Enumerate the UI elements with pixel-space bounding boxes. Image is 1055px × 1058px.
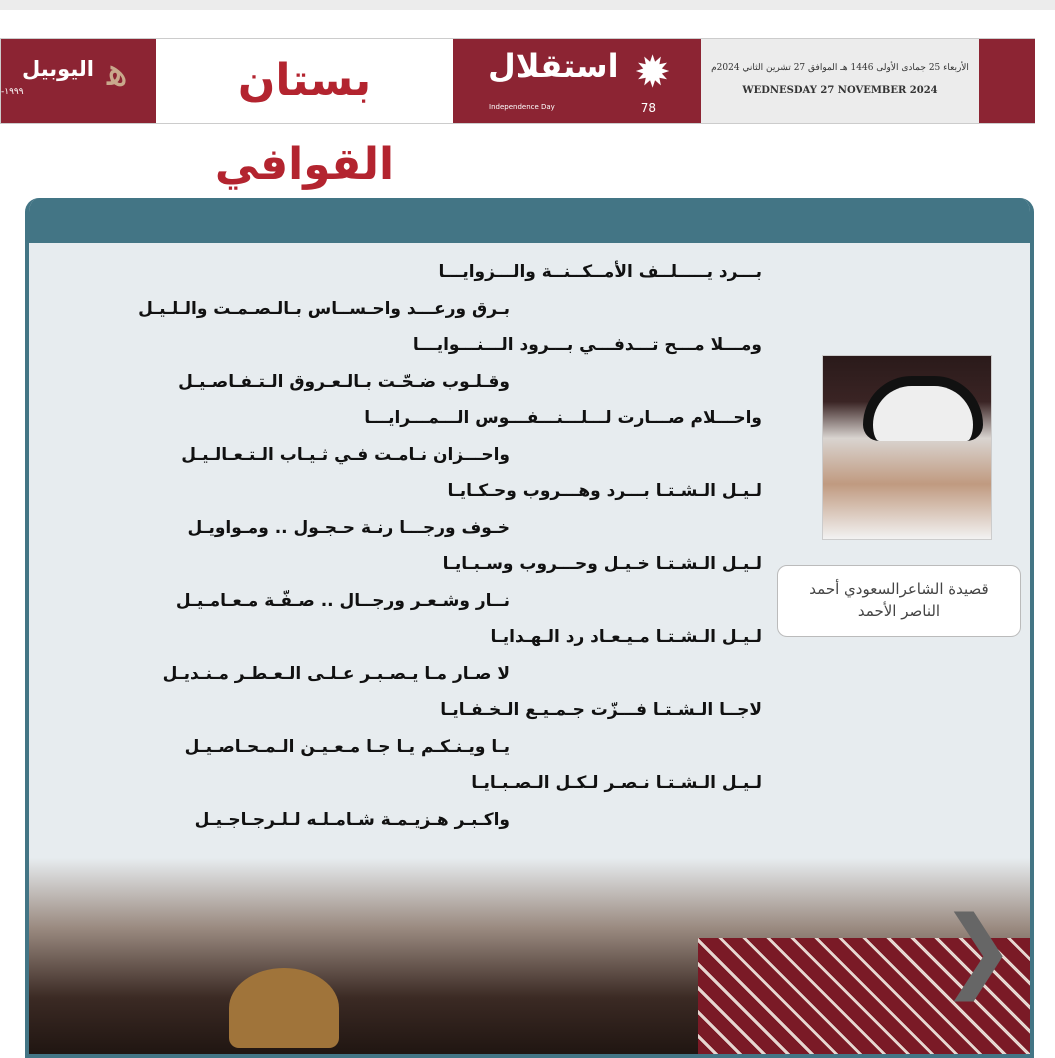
date-english: WEDNESDAY 27 NOVEMBER 2024 (742, 85, 938, 96)
date-panel (701, 39, 979, 123)
caption-line-1: قصيدة الشاعرالسعودي أحمد (809, 580, 989, 598)
poet-caption (777, 565, 1021, 637)
poem-line: واكـبـر هـزيـمـة شـامـلـه لـلـرجـاجـيـل (194, 809, 510, 830)
poem-line: لـيـل الـشـتـا مـيـعـاد رد الـهـدايـا (490, 627, 762, 647)
jubilee-year: -١٩٩٩ (1, 87, 24, 97)
section-title: بستان القوافي (214, 55, 395, 190)
independence-panel (453, 39, 701, 123)
poem-line: بـــرد يـــــلــف الأمــكــنــة والـــزوايـــا (438, 262, 762, 282)
poem-line: لـيـل الـشـتـا خـيـل وحـــروب وسـبـايـا (442, 554, 762, 574)
jubilee-panel (1, 39, 156, 123)
poem-line: واحـــزان نـامـت فـي ثـيـاب الـتـعـالـيـل (181, 444, 510, 465)
poem-line: خـوف ورجـــا رنـة حـجـول .. ومـواويـل (187, 517, 510, 538)
independence-word: استقلال (488, 47, 619, 85)
coffee-pot (229, 968, 339, 1048)
section-title-panel (156, 39, 453, 190)
poem-line: وقـلـوب ضـحّـت بـالـعـروق الـتـفـاصـيـل (178, 371, 510, 392)
poem-line: بـرق ورعـــد واحـســاس بـالـصـمـت والـلـيـل (138, 298, 510, 319)
newspaper-header (0, 38, 1035, 190)
decorative-coffee-image (29, 858, 1034, 1058)
caption-line-2: الناصر الأحمد (857, 602, 941, 620)
card-header-bar (29, 198, 1030, 243)
next-chevron-icon[interactable]: ❯ (940, 897, 1016, 1002)
independence-number: 78 (640, 101, 656, 115)
header-end-block (979, 39, 1035, 123)
jubilee-label: اليوبيل (21, 57, 94, 81)
poem-line: واحـــلام صـــارت لـــلـــنـــفـــوس الـــمـــرايـــا (364, 408, 762, 428)
star-icon: ✹ (634, 47, 671, 98)
poem-line: لاجــا الـشـتـا فـــزّت جـمـيـع الـخـفـايـا (440, 700, 762, 720)
poem-line: لا صـار مـا يـصـبـر عـلـى الـعـطـر مـنـديـل (162, 663, 510, 684)
poem-line: لـيـل الـشـتـا نـصـر لـكـل الـصـبـايـا (471, 773, 762, 793)
poem-card (25, 198, 1034, 1058)
poem-line: ومـــلا مـــح تـــدفـــي بـــرود الـــنـــوايـــا (412, 335, 762, 355)
date-arabic: الأربعاء 25 جمادى الأولى 1446 هـ الموافق 27 تشرين الثاني 2024م (711, 63, 969, 73)
poem-line: نــار وشـعـر ورجــال .. صـفّـة مـعـامـيـل (175, 590, 510, 611)
independence-en: Independence Day (489, 103, 555, 111)
top-bar (0, 0, 1055, 10)
poem-line: لـيـل الـشـتـا بـــرد وهـــروب وحـكـايـا (447, 481, 762, 501)
poet-photo (822, 355, 992, 540)
poem-line: يـا ويـنـكـم يـا جـا مـعـيـن الـمـحـاصـيـل (184, 736, 510, 757)
jubilee-logo-icon: ﻫ (106, 49, 128, 95)
